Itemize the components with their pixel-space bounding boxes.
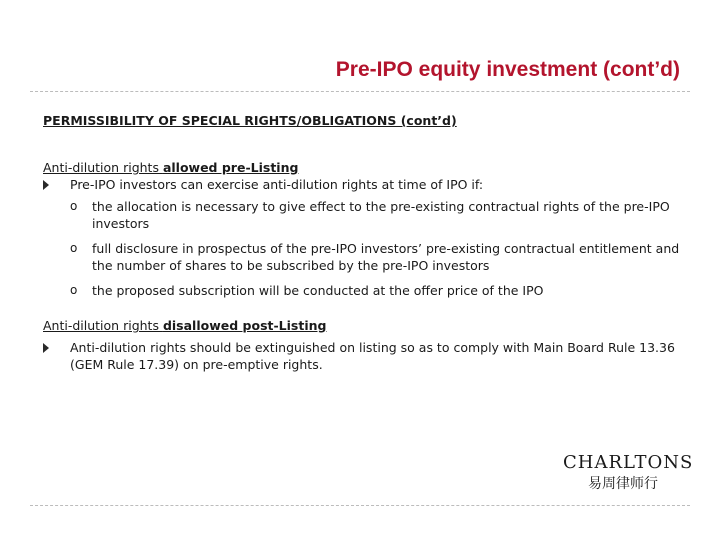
section-heading: PERMISSIBILITY OF SPECIAL RIGHTS/OBLIGATIONS (cont’d) <box>43 113 457 128</box>
block1-bullet <box>43 176 683 193</box>
sub-item-text: the proposed subscription will be conducted at the offer price of the IPO <box>92 283 544 298</box>
arrow-bullet-icon <box>43 343 49 353</box>
bottom-divider <box>30 505 690 506</box>
block2-bullet-text: Anti-dilution rights should be extinguished on listing so as to comply with Main Board Rule 13.36 (GEM Rule 17.39) on pre-emptive rights. <box>70 340 675 372</box>
arrow-bullet-icon <box>43 180 49 190</box>
circle-bullet-icon: o <box>70 283 78 297</box>
logo-chinese: 易周律师行 <box>588 476 658 492</box>
block2-heading <box>43 317 683 334</box>
slide-title: Pre-IPO equity investment (cont’d) <box>335 58 680 81</box>
sub-item <box>43 282 683 299</box>
sub-item <box>43 240 683 274</box>
circle-bullet-icon: o <box>70 241 78 255</box>
block1-heading <box>43 159 683 176</box>
slide-content <box>43 112 683 373</box>
block2-heading-emphasis: disallowed post-Listing <box>162 318 327 333</box>
top-divider <box>30 91 690 92</box>
block1-heading-prefix: Anti-dilution rights <box>43 160 163 175</box>
logo-english: CHARLTONS <box>563 452 694 473</box>
sub-item-text: full disclosure in prospectus of the pre-IPO investors’ pre-existing contractual entitlement and the number of shares to be subscribed by the pre-IPO investors <box>92 241 680 273</box>
block1-heading-emphasis: allowed pre-Listing <box>162 160 299 175</box>
sub-item <box>43 198 683 232</box>
block2-bullet <box>43 339 683 373</box>
block1-bullet-text: Pre-IPO investors can exercise anti-dilution rights at time of IPO if: <box>70 177 484 192</box>
circle-bullet-icon: o <box>70 199 78 213</box>
charltons-logo <box>563 452 694 493</box>
block2-heading-prefix: Anti-dilution rights <box>43 318 163 333</box>
sub-item-text: the allocation is necessary to give effect to the pre-existing contractual rights of the pre-IPO investors <box>92 199 670 231</box>
